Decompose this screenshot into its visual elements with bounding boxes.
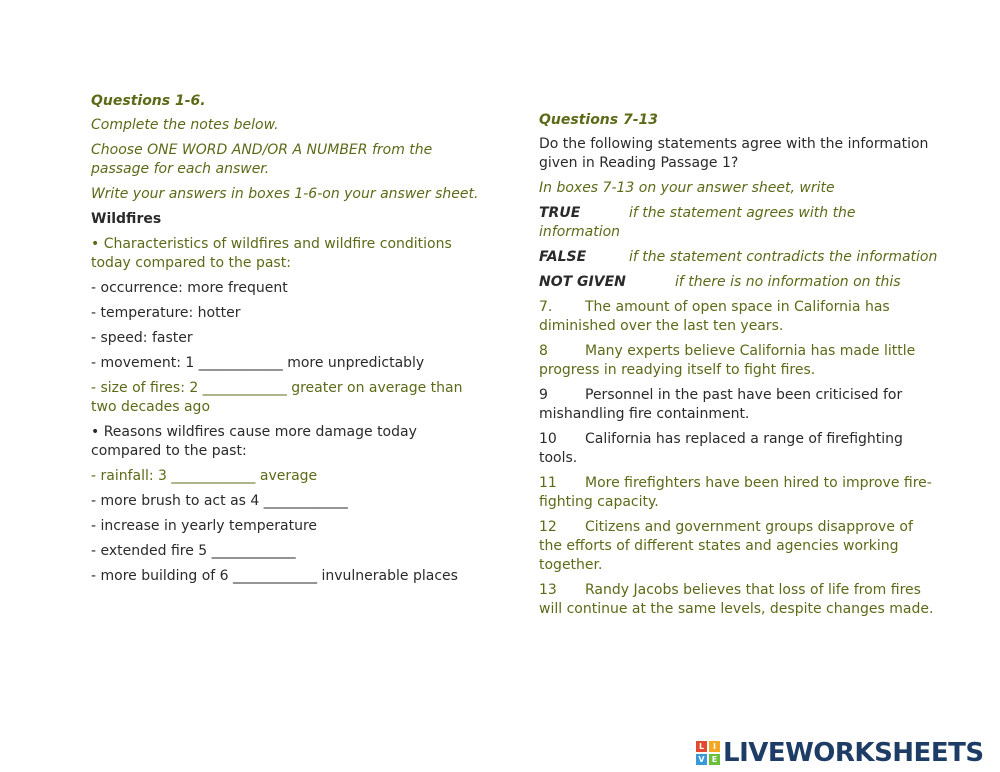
logo-cube-e: E	[709, 754, 720, 765]
key-false-label: FALSE	[539, 249, 587, 265]
note-temperature: - temperature: hotter	[91, 305, 241, 321]
statement-number: 11	[539, 475, 557, 491]
key-false-desc: if the statement contradicts the information	[629, 249, 938, 265]
note-occurrence: - occurrence: more frequent	[91, 280, 288, 296]
statement-item	[539, 430, 939, 468]
key-not-given	[539, 273, 939, 292]
statement-number: 10	[539, 431, 557, 447]
instruction-write: Write your answers in boxes 1-6-on your answer sheet.	[91, 186, 479, 202]
statement-item	[539, 474, 939, 512]
logo-cube-i: I	[709, 741, 720, 752]
key-true-desc: if the statement agrees with the information	[539, 205, 856, 240]
statement-item	[539, 342, 939, 380]
statement-item	[539, 581, 939, 619]
bullet-reasons: • Reasons wildfires cause more damage today compared to the past:	[91, 424, 417, 459]
questions-1-6-section	[91, 92, 491, 592]
logo-wordmark: LIVEWORKSHEETS	[723, 737, 984, 768]
statement-text: Many experts believe California has made little progress in readying itself to fight fires.	[539, 343, 916, 378]
note-yearly-temp: - increase in yearly temperature	[91, 518, 318, 534]
note-speed: - speed: faster	[91, 330, 193, 346]
section-heading: Questions 7-13	[539, 112, 659, 128]
instruction-complete: Complete the notes below.	[91, 117, 279, 133]
statement-number: 9	[539, 387, 548, 403]
logo-cube-l: L	[696, 741, 707, 752]
statement-item	[539, 518, 939, 575]
logo-cubes-icon	[696, 741, 720, 765]
instruction-choose: Choose ONE WORD AND/OR A NUMBER from the passage for each answer.	[91, 142, 433, 177]
statement-number: 8	[539, 343, 548, 359]
instruction-boxes: In boxes 7-13 on your answer sheet, write	[539, 180, 835, 196]
key-false	[539, 248, 939, 267]
logo-cube-v: V	[696, 754, 707, 765]
key-not-given-desc: if there is no information on this	[675, 274, 901, 290]
statement-item	[539, 386, 939, 424]
statement-text: Citizens and government groups disapprove of the efforts of different states and agencies working together.	[539, 519, 913, 573]
statement-text: The amount of open space in California has diminished over the last ten years.	[539, 299, 890, 334]
note-rainfall: - rainfall: 3 ____________ average	[91, 468, 318, 484]
note-extended-fire: - extended fire 5 ____________	[91, 543, 296, 559]
statement-text: California has replaced a range of firefighting tools.	[539, 431, 903, 466]
bullet-characteristics: • Characteristics of wildfires and wildfire conditions today compared to the past:	[91, 236, 452, 271]
key-not-given-label: NOT GIVEN	[539, 274, 626, 290]
statement-number: 13	[539, 582, 557, 598]
statement-number: 7.	[539, 299, 553, 315]
key-true	[539, 204, 939, 242]
statement-text: Randy Jacobs believes that loss of life from fires will continue at the same levels, despite changes made.	[539, 582, 934, 617]
note-size: - size of fires: 2 ____________ greater on average than two decades ago	[91, 380, 463, 415]
instruction-agree: Do the following statements agree with the information given in Reading Passage 1?	[539, 136, 929, 171]
note-building: - more building of 6 ____________ invulnerable places	[91, 568, 458, 584]
note-movement: - movement: 1 ____________ more unpredictably	[91, 355, 425, 371]
statement-text: More firefighters have been hired to improve fire-fighting capacity.	[539, 475, 932, 510]
statement-item	[539, 298, 939, 336]
section-heading: Questions 1-6.	[91, 93, 206, 109]
notes-title: Wildfires	[91, 211, 162, 227]
statement-text: Personnel in the past have been criticised for mishandling fire containment.	[539, 387, 903, 422]
liveworksheets-logo	[696, 736, 984, 770]
key-true-label: TRUE	[539, 205, 581, 221]
statement-number: 12	[539, 519, 557, 535]
questions-7-13-section	[539, 111, 939, 625]
note-brush: - more brush to act as 4 ____________	[91, 493, 348, 509]
